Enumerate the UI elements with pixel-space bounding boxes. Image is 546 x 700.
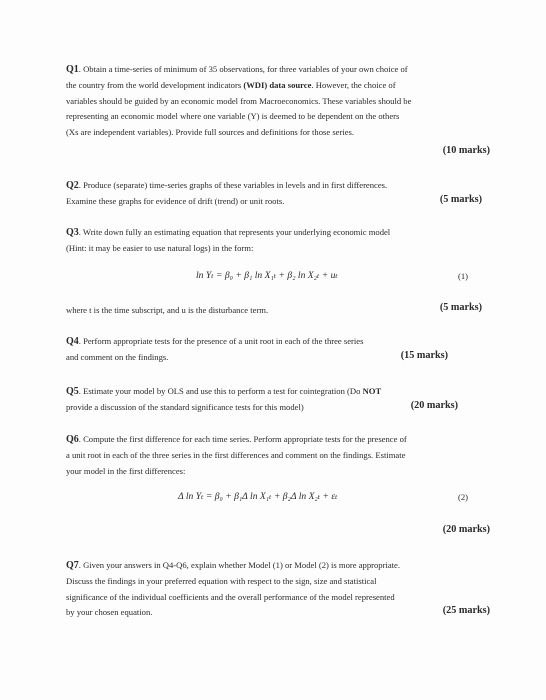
q7-line-3: significance of the individual coefficients and the overall performance of the model represented [66,591,395,602]
q5-line-1: Q5. Estimate your model by OLS and use this to perform a test for cointegration (Do NOT [66,386,382,397]
q5-line-2: provide a discussion of the standard significance tests for this model) [66,401,304,412]
q3-marks: (5 marks) [439,302,482,313]
equation-2-number: (2) [458,492,469,502]
q3-line-1: Q3. Write down fully an estimating equation that represents your underlying economic model [66,227,391,238]
q6-marks: (20 marks) [442,524,490,535]
q7-line-2: Discuss the findings in your preferred equation with respect to the sign, size and statistical [66,575,377,586]
equation-2: Δ ln Yₜ = β₀ + β₁Δ ln X₁ₜ + β₂Δ ln X₂ₜ + εₜ [178,491,338,502]
q6-number: Q6 [66,434,79,445]
q1-marks: (10 marks) [442,145,490,156]
q1-line-2: the country from the world development indicators (WDI) data source. However, the choice of [66,79,396,90]
equation-1: ln Yₜ = β₀ + β₁ ln X₁ₜ + β₂ ln X₂ₜ + uₜ [196,270,338,281]
q1-number: Q1 [66,64,79,75]
q3-line-2: (Hint: it may be easier to use natural logs) in the form: [66,242,254,253]
q3-where: where t is the time subscript, and u is the disturbance term. [66,305,269,315]
q1-line-1: Q1. Obtain a time-series of minimum of 35 observations, for three variables of your own choice of [66,64,408,75]
q1-line-4: representing an economic model where one variable (Y) is deemed to be dependent on the others [66,111,400,122]
q6-line-1: Q6. Compute the first difference for each time series. Perform appropriate tests for the presence of [66,434,407,445]
q5-bold-not: NOT [362,386,382,396]
q6-line-3: your model in the first differences: [66,465,186,476]
q5-marks: (20 marks) [410,400,458,411]
q1-line-5: (Xs are independent variables). Provide full sources and definitions for those series. [66,127,355,138]
q2-number: Q2 [66,180,79,191]
question-6 [66,432,490,479]
q2-line-1: Q2. Produce (separate) time-series graphs of these variables in levels and in first differences. [66,180,388,191]
equation-1-number: (1) [458,271,469,281]
q7-marks: (25 marks) [442,605,490,616]
q7-line-4: by your chosen equation. [66,607,153,618]
q1-line-3: variables should be guided by an economic model from Macroeconomics. These variables should be [66,95,412,106]
q7-number: Q7 [66,560,79,571]
q7-line-1: Q7. Given your answers in Q4-Q6, explain whether Model (1) or Model (2) is more appropriate. [66,560,401,571]
question-3 [66,225,490,257]
q4-line-1: Q4. Perform appropriate tests for the presence of a unit root in each of the three series [66,336,364,347]
q1-bold-source: (WDI) data source [243,79,312,90]
q4-marks: (15 marks) [400,350,448,361]
q4-number: Q4 [66,336,79,347]
question-7 [66,558,490,621]
q2-line-2: Examine these graphs for evidence of drift (trend) or unit roots. [66,195,285,206]
q2-marks: (5 marks) [439,194,482,205]
question-1 [66,62,490,141]
q5-number: Q5 [66,386,79,397]
q4-line-2: and comment on the findings. [66,351,169,362]
q6-line-2: a unit root in each of the three series in the first differences and comment on the findings. Estimate [66,449,406,460]
q3-number: Q3 [66,227,79,238]
question-2 [66,178,490,210]
